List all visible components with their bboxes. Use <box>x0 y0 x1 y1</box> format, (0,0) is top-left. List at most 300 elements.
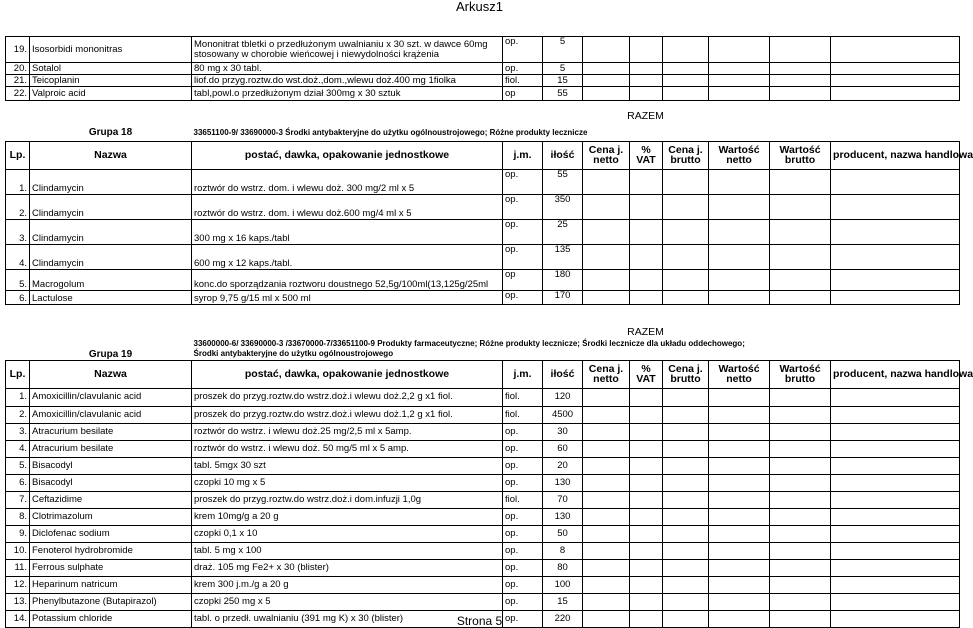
row-nazwa: Lactulose <box>30 290 192 304</box>
row-wartosc-brutto <box>770 219 831 244</box>
row-cena-brutto <box>663 194 709 219</box>
row-wartosc-brutto <box>770 559 831 576</box>
row-cena-brutto <box>663 508 709 525</box>
row-lp: 4. <box>6 244 30 269</box>
row-cena-netto <box>583 87 630 101</box>
row-jm: op. <box>503 525 543 542</box>
row-vat <box>630 37 663 63</box>
row-nazwa: Potassium chloride <box>30 610 192 627</box>
col-producent: producent, nazwa handlowa <box>831 360 960 388</box>
table-row <box>6 423 960 440</box>
row-ilosc: 135 <box>543 244 583 269</box>
group19-table <box>5 325 973 628</box>
group18-table <box>5 107 973 305</box>
row-nazwa: Phenylbutazone (Butapirazol) <box>30 593 192 610</box>
row-ilosc: 60 <box>543 440 583 457</box>
table-row <box>6 508 960 525</box>
row-wartosc-netto <box>709 244 770 269</box>
row-nazwa: Amoxicillin/clavulanic acid <box>30 406 192 423</box>
row-wartosc-netto <box>709 87 770 101</box>
row-vat <box>630 525 663 542</box>
row-postac: roztwór do wstrz. dom. i wlewu doż. 300 mg/2 ml x 5 <box>192 169 503 194</box>
row-producent <box>831 290 960 304</box>
row-cena-brutto <box>663 576 709 593</box>
row-cena-netto <box>583 440 630 457</box>
row-wartosc-brutto <box>770 508 831 525</box>
row-producent <box>831 219 960 244</box>
row-jm: op. <box>503 219 543 244</box>
row-cena-netto <box>583 244 630 269</box>
row-wartosc-netto <box>709 169 770 194</box>
row-nazwa: Teicoplanin <box>30 75 192 87</box>
row-cena-brutto <box>663 440 709 457</box>
col-postac: postać, dawka, opakowanie jednostkowe <box>192 360 503 388</box>
row-wartosc-brutto <box>770 440 831 457</box>
row-cena-brutto <box>663 491 709 508</box>
table-row <box>6 194 960 219</box>
table-row <box>6 576 960 593</box>
table-row <box>6 474 960 491</box>
row-producent <box>831 269 960 290</box>
row-jm: op. <box>503 508 543 525</box>
row-postac: tabl. 5 mg x 100 <box>192 542 503 559</box>
row-vat <box>630 388 663 406</box>
row-lp: 1. <box>6 169 30 194</box>
row-jm: op. <box>503 593 543 610</box>
page-footer: Strona 5 <box>456 614 503 628</box>
table-row <box>6 269 960 290</box>
row-wartosc-netto <box>709 269 770 290</box>
row-ilosc: 180 <box>543 269 583 290</box>
row-lp: 3. <box>6 423 30 440</box>
table-row <box>6 525 960 542</box>
row-cena-netto <box>583 559 630 576</box>
row-vat <box>630 576 663 593</box>
row-vat <box>630 219 663 244</box>
row-ilosc: 130 <box>543 474 583 491</box>
row-cena-brutto <box>663 244 709 269</box>
row-ilosc: 55 <box>543 87 583 101</box>
row-wartosc-netto <box>709 37 770 63</box>
row-wartosc-netto <box>709 388 770 406</box>
row-lp: 12. <box>6 576 30 593</box>
row-postac: Mononitrat tbletki o przedłużonym uwalnianiu x 30 szt. w dawce 60mg stosowany w chorobie wieńcowej i niewydolności krążenia <box>192 37 503 63</box>
row-producent <box>831 87 960 101</box>
row-lp: 7. <box>6 491 30 508</box>
row-vat <box>630 457 663 474</box>
row-jm: op. <box>503 474 543 491</box>
table-row <box>6 37 960 63</box>
row-cena-netto <box>583 508 630 525</box>
row-ilosc: 220 <box>543 610 583 627</box>
row-nazwa: Ferrous sulphate <box>30 559 192 576</box>
row-lp: 9. <box>6 525 30 542</box>
row-producent <box>831 525 960 542</box>
row-wartosc-brutto <box>770 37 831 63</box>
row-wartosc-netto <box>709 423 770 440</box>
row-wartosc-brutto <box>770 542 831 559</box>
row-cena-brutto <box>663 290 709 304</box>
row-postac: proszek do przyg.roztw.do wstrz.doż.i wlewu doż.1,2 g x1 fiol. <box>192 406 503 423</box>
row-nazwa: Clindamycin <box>30 244 192 269</box>
row-cena-netto <box>583 388 630 406</box>
row-cena-netto <box>583 219 630 244</box>
row-postac: 300 mg x 16 kaps./tabl <box>192 219 503 244</box>
col-jm: j.m. <box>503 360 543 388</box>
row-wartosc-netto <box>709 491 770 508</box>
table-row <box>6 457 960 474</box>
row-postac: krem 10mg/g a 20 g <box>192 508 503 525</box>
row-jm: op. <box>503 63 543 75</box>
row-jm: op. <box>503 244 543 269</box>
row-postac: roztwór do wstrz. i wlewu doż. 50 mg/5 ml x 5 amp. <box>192 440 503 457</box>
group18-title: Grupa 18 <box>88 126 133 138</box>
row-vat <box>630 423 663 440</box>
row-lp: 19. <box>6 37 30 63</box>
row-wartosc-brutto <box>770 593 831 610</box>
razem-row <box>6 325 960 338</box>
row-ilosc: 4500 <box>543 406 583 423</box>
row-postac: proszek do przyg.roztw.do wstrz.doż.i wlewu doż.2,2 g x1 fiol. <box>192 388 503 406</box>
row-cena-netto <box>583 75 630 87</box>
col-lp: Lp. <box>6 360 30 388</box>
row-postac: tabl. o przedł. uwalnianiu (391 mg K) x 30 (blister) <box>192 610 503 627</box>
row-wartosc-netto <box>709 457 770 474</box>
row-lp: 3. <box>6 219 30 244</box>
row-wartosc-netto <box>709 290 770 304</box>
row-nazwa: Clindamycin <box>30 194 192 219</box>
group19-description: 33600000-6/ 33690000-3 /33670000-7/33651100-9 Produkty farmaceutyczne; Różne produkty lecznicze; Środki lecznicze dla układu oddechowego; Środki antybakteryjne do użytku ogólnoustrojowego <box>193 338 745 358</box>
row-vat <box>630 491 663 508</box>
row-producent <box>831 542 960 559</box>
row-postac: draż. 105 mg Fe2+ x 30 (blister) <box>192 559 503 576</box>
row-jm: op. <box>503 194 543 219</box>
row-ilosc: 50 <box>543 525 583 542</box>
row-cena-netto <box>583 290 630 304</box>
row-jm: op. <box>503 290 543 304</box>
row-postac: tabl. 5mgx 30 szt <box>192 457 503 474</box>
row-lp: 10. <box>6 542 30 559</box>
row-postac: konc.do sporządzania roztworu doustnego 52,5g/100ml(13,125g/25ml <box>192 269 503 290</box>
row-producent <box>831 388 960 406</box>
col-cena-brutto: Cena j. brutto <box>663 360 709 388</box>
row-cena-brutto <box>663 75 709 87</box>
row-ilosc: 100 <box>543 576 583 593</box>
row-producent <box>831 508 960 525</box>
row-vat <box>630 474 663 491</box>
razem-row <box>6 107 960 125</box>
row-ilosc: 130 <box>543 508 583 525</box>
row-ilosc: 25 <box>543 219 583 244</box>
row-lp: 22. <box>6 87 30 101</box>
row-lp: 2. <box>6 406 30 423</box>
row-jm: op. <box>503 169 543 194</box>
row-cena-brutto <box>663 63 709 75</box>
row-wartosc-brutto <box>770 290 831 304</box>
col-wartosc-netto: Wartość netto <box>709 141 770 169</box>
table-row <box>6 87 960 101</box>
table-row <box>6 244 960 269</box>
col-nazwa: Nazwa <box>30 141 192 169</box>
table-row <box>6 63 960 75</box>
row-nazwa: Valproic acid <box>30 87 192 101</box>
row-jm: op. <box>503 440 543 457</box>
row-cena-brutto <box>663 169 709 194</box>
row-nazwa: Ceftazidime <box>30 491 192 508</box>
row-wartosc-brutto <box>770 169 831 194</box>
group19-header-row <box>6 360 960 388</box>
col-ilosc: iłość <box>543 360 583 388</box>
row-wartosc-netto <box>709 440 770 457</box>
row-cena-netto <box>583 269 630 290</box>
row-jm: fiol. <box>503 75 543 87</box>
col-vat: % VAT <box>630 141 663 169</box>
row-producent <box>831 194 960 219</box>
row-wartosc-netto <box>709 75 770 87</box>
row-postac: syrop 9,75 g/15 ml x 500 ml <box>192 290 503 304</box>
row-jm: op <box>503 87 543 101</box>
table-row <box>6 169 960 194</box>
row-jm: fiol. <box>503 406 543 423</box>
row-ilosc: 5 <box>543 63 583 75</box>
row-jm: op. <box>503 423 543 440</box>
row-wartosc-netto <box>709 219 770 244</box>
row-nazwa: Clindamycin <box>30 219 192 244</box>
table-row <box>6 491 960 508</box>
row-producent <box>831 406 960 423</box>
row-nazwa: Bisacodyl <box>30 457 192 474</box>
row-nazwa: Atracurium besilate <box>30 440 192 457</box>
row-ilosc: 55 <box>543 169 583 194</box>
row-wartosc-netto <box>709 63 770 75</box>
row-wartosc-brutto <box>770 491 831 508</box>
row-wartosc-brutto <box>770 388 831 406</box>
row-cena-netto <box>583 576 630 593</box>
row-cena-brutto <box>663 474 709 491</box>
row-wartosc-netto <box>709 542 770 559</box>
row-cena-brutto <box>663 423 709 440</box>
row-nazwa: Clotrimazolum <box>30 508 192 525</box>
group19-title-row <box>6 338 960 360</box>
row-lp: 6. <box>6 474 30 491</box>
row-nazwa: Diclofenac sodium <box>30 525 192 542</box>
row-nazwa: Fenoterol hydrobromide <box>30 542 192 559</box>
col-wartosc-brutto: Wartość brutto <box>770 360 831 388</box>
row-lp: 5. <box>6 269 30 290</box>
row-postac: tabl,powl.o przedłużonym dział 300mg x 30 sztuk <box>192 87 503 101</box>
row-producent <box>831 491 960 508</box>
row-postac: proszek do przyg.roztw.do wstrz.doż.i dom.infuzji 1,0g <box>192 491 503 508</box>
row-wartosc-brutto <box>770 63 831 75</box>
row-nazwa: Bisacodyl <box>30 474 192 491</box>
row-ilosc: 8 <box>543 542 583 559</box>
row-postac: czopki 10 mg x 5 <box>192 474 503 491</box>
row-postac: 600 mg x 12 kaps./tabl. <box>192 244 503 269</box>
row-wartosc-netto <box>709 406 770 423</box>
row-ilosc: 30 <box>543 423 583 440</box>
row-postac: czopki 0,1 x 10 <box>192 525 503 542</box>
row-nazwa: Macrogolum <box>30 269 192 290</box>
row-vat <box>630 75 663 87</box>
row-wartosc-brutto <box>770 525 831 542</box>
row-lp: 20. <box>6 63 30 75</box>
razem-label: RAZEM <box>627 110 664 122</box>
table-row <box>6 388 960 406</box>
row-lp: 5. <box>6 457 30 474</box>
row-lp: 1. <box>6 388 30 406</box>
row-cena-netto <box>583 542 630 559</box>
row-lp: 4. <box>6 440 30 457</box>
col-cena-netto: Cena j. netto <box>583 141 630 169</box>
table-row <box>6 542 960 559</box>
row-ilosc: 80 <box>543 559 583 576</box>
table-row <box>6 75 960 87</box>
row-cena-netto <box>583 194 630 219</box>
col-cena-brutto: Cena j. brutto <box>663 141 709 169</box>
row-lp: 2. <box>6 194 30 219</box>
row-cena-netto <box>583 406 630 423</box>
row-ilosc: 120 <box>543 388 583 406</box>
table-row <box>6 593 960 610</box>
row-wartosc-brutto <box>770 87 831 101</box>
row-cena-brutto <box>663 593 709 610</box>
col-wartosc-netto: Wartość netto <box>709 360 770 388</box>
row-jm: op. <box>503 37 543 63</box>
row-vat <box>630 87 663 101</box>
row-wartosc-netto <box>709 559 770 576</box>
row-lp: 6. <box>6 290 30 304</box>
row-vat <box>630 169 663 194</box>
row-lp: 14. <box>6 610 30 627</box>
row-jm: fiol. <box>503 491 543 508</box>
row-postac: liof.do przyg.roztw.do wst.doż.,dom.,wlewu doż.400 mg 1fiolka <box>192 75 503 87</box>
row-cena-brutto <box>663 525 709 542</box>
row-postac: roztwór do wstrz. dom. i wlewu doż.600 mg/4 ml x 5 <box>192 194 503 219</box>
row-postac: czopki 250 mg x 5 <box>192 593 503 610</box>
row-cena-brutto <box>663 457 709 474</box>
row-producent <box>831 474 960 491</box>
group18-header-row <box>6 141 960 169</box>
row-postac: roztwór do wstrz. i wlewu doż.25 mg/2,5 ml x 5amp. <box>192 423 503 440</box>
row-cena-netto <box>583 169 630 194</box>
row-wartosc-brutto <box>770 244 831 269</box>
row-vat <box>630 440 663 457</box>
row-lp: 8. <box>6 508 30 525</box>
row-postac: 80 mg x 30 tabl. <box>192 63 503 75</box>
group18-description: 33651100-9/ 33690000-3 Środki antybakteryjne do użytku ogólnoustrojowego; Różne produkty lecznicze <box>193 127 588 137</box>
table-row <box>6 559 960 576</box>
row-cena-netto <box>583 63 630 75</box>
row-nazwa: Atracurium besilate <box>30 423 192 440</box>
col-lp: Lp. <box>6 141 30 169</box>
row-wartosc-brutto <box>770 406 831 423</box>
table-row <box>6 406 960 423</box>
row-cena-brutto <box>663 37 709 63</box>
table-row <box>6 219 960 244</box>
row-vat <box>630 63 663 75</box>
row-jm: op. <box>503 576 543 593</box>
row-vat <box>630 542 663 559</box>
row-wartosc-brutto <box>770 423 831 440</box>
row-nazwa: Amoxicillin/clavulanic acid <box>30 388 192 406</box>
row-lp: 13. <box>6 593 30 610</box>
row-jm: op <box>503 269 543 290</box>
row-cena-brutto <box>663 559 709 576</box>
row-producent <box>831 169 960 194</box>
row-cena-netto <box>583 37 630 63</box>
row-producent <box>831 593 960 610</box>
row-cena-netto <box>583 525 630 542</box>
row-vat <box>630 244 663 269</box>
row-ilosc: 70 <box>543 491 583 508</box>
row-producent <box>831 559 960 576</box>
row-lp: 21. <box>6 75 30 87</box>
row-vat <box>630 593 663 610</box>
row-postac: krem 300 j.m./g a 20 g <box>192 576 503 593</box>
row-wartosc-netto <box>709 593 770 610</box>
row-wartosc-netto <box>709 525 770 542</box>
row-cena-netto <box>583 593 630 610</box>
group19-title: Grupa 19 <box>88 348 133 360</box>
row-producent <box>831 440 960 457</box>
row-jm: op. <box>503 559 543 576</box>
row-ilosc: 15 <box>543 75 583 87</box>
row-ilosc: 170 <box>543 290 583 304</box>
row-ilosc: 350 <box>543 194 583 219</box>
col-nazwa: Nazwa <box>30 360 192 388</box>
row-cena-netto <box>583 491 630 508</box>
row-vat <box>630 194 663 219</box>
row-cena-netto <box>583 457 630 474</box>
row-wartosc-brutto <box>770 474 831 491</box>
row-cena-netto <box>583 474 630 491</box>
row-vat <box>630 290 663 304</box>
row-jm: fiol. <box>503 388 543 406</box>
row-producent <box>831 63 960 75</box>
row-producent <box>831 457 960 474</box>
row-vat <box>630 559 663 576</box>
col-jm: j.m. <box>503 141 543 169</box>
row-jm: op. <box>503 542 543 559</box>
col-wartosc-brutto: Wartość brutto <box>770 141 831 169</box>
row-wartosc-brutto <box>770 269 831 290</box>
row-cena-brutto <box>663 87 709 101</box>
row-producent <box>831 576 960 593</box>
table-row <box>6 440 960 457</box>
row-wartosc-brutto <box>770 75 831 87</box>
row-wartosc-brutto <box>770 194 831 219</box>
col-postac: postać, dawka, opakowanie jednostkowe <box>192 141 503 169</box>
row-nazwa: Heparinum natricum <box>30 576 192 593</box>
sheet-title: Arkusz1 <box>456 0 503 14</box>
group18-title-row <box>6 125 960 141</box>
row-nazwa: Isosorbidi mononitras <box>30 37 192 63</box>
row-nazwa: Sotalol <box>30 63 192 75</box>
row-wartosc-brutto <box>770 576 831 593</box>
row-lp: 11. <box>6 559 30 576</box>
row-vat <box>630 508 663 525</box>
row-producent <box>831 37 960 63</box>
row-cena-brutto <box>663 219 709 244</box>
row-vat <box>630 269 663 290</box>
row-vat <box>630 406 663 423</box>
row-cena-brutto <box>663 406 709 423</box>
row-producent <box>831 423 960 440</box>
row-producent <box>831 75 960 87</box>
row-cena-brutto <box>663 269 709 290</box>
row-wartosc-netto <box>709 194 770 219</box>
row-nazwa: Clindamycin <box>30 169 192 194</box>
